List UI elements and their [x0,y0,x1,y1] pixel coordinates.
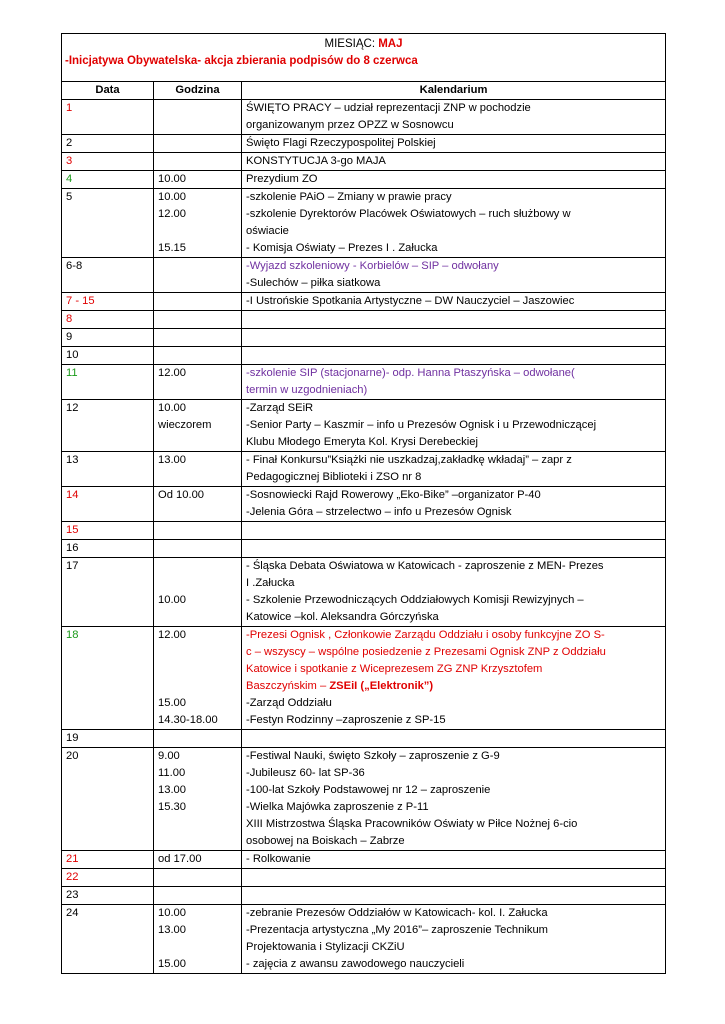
table-row [62,311,666,329]
event-line [246,956,661,973]
event-text: c – wszyscy – wspólne posiedzenie z Prezesami Ognisk ZNP z Oddziału [246,646,606,658]
time-cell [154,851,242,869]
event-text: termin w uzgodnieniach) [246,384,368,396]
event-line [246,171,661,188]
event-text: - Finał Konkursu”Książki nie uszkadzaj,zakładkę wkładaj” – zapr z [246,454,572,466]
time-cell [154,365,242,400]
table-row [62,851,666,869]
event-line [246,487,661,504]
table-row [62,869,666,887]
event-text: - zajęcia z awansu zawodowego nauczycieli [246,958,465,970]
table-row [62,365,666,400]
date-cell: 10 [62,347,154,365]
event-cell [242,558,666,627]
time-value [158,644,237,661]
date-cell: 5 [62,189,154,258]
event-line [246,661,661,678]
time-cell [154,171,242,189]
event-line [246,869,661,886]
event-cell [242,730,666,748]
table-row [62,540,666,558]
time-cell [154,347,242,365]
event-text: -szkolenie Dyrektorów Placówek Oświatowych – ruch służbowy w [246,208,571,220]
time-value [158,329,237,346]
event-line [246,434,661,451]
event-line [246,258,661,275]
event-cell [242,887,666,905]
event-text: XIII Mistrzostwa Śląska Pracowników Oświaty w Piłce Nożnej 6-cio [246,818,578,830]
time-value [158,293,237,310]
event-cell [242,100,666,135]
time-value [158,311,237,328]
calendar-table [61,33,666,974]
event-line [246,609,661,626]
event-line [246,712,661,729]
event-line [246,695,661,712]
time-value: 15.00 [158,697,186,709]
time-value [158,522,237,539]
date-cell: 19 [62,730,154,748]
event-line [246,206,661,223]
time-value: 10.00 [158,402,186,414]
event-line [246,240,661,257]
date-cell: 8 [62,311,154,329]
event-line [246,678,661,695]
event-line [246,365,661,382]
event-line [246,504,661,521]
date-cell: 14 [62,487,154,522]
event-text: Projektowania i Stylizacji CKZiU [246,941,405,953]
time-cell [154,730,242,748]
date-cell: 6-8 [62,258,154,293]
event-line [246,329,661,346]
event-cell [242,627,666,730]
event-line [246,922,661,939]
event-text: Pedagogicznej Biblioteki i ZSO nr 8 [246,471,422,483]
table-row [62,293,666,311]
event-text: -szkolenie PAiO – Zmiany w prawie pracy [246,191,452,203]
event-cell [242,135,666,153]
event-text: oświacie [246,225,289,237]
time-cell [154,869,242,887]
event-line [246,575,661,592]
event-line [246,469,661,486]
event-text: - Komisja Oświaty – Prezes I . Załucka [246,242,438,254]
time-value: od 17.00 [158,853,202,865]
time-value [158,540,237,557]
time-cell [154,887,242,905]
event-text: -Prezesi Ognisk , Członkowie Zarządu Oddziału i osoby funkcyjne ZO S- [246,629,605,641]
column-header-calendar: Kalendarium [242,82,666,100]
month-label: MIESIĄC: [324,38,379,50]
event-text: -szkolenie SIP (stacjonarne)- odp. Hanna Ptaszyńska – odwołane( [246,367,575,379]
event-cell [242,258,666,293]
event-text: -100-lat Szkoły Podstawowej nr 12 – zaproszenie [246,784,491,796]
event-text: -Prezentacja artystyczna „My 2016”– zaproszenie Technikum [246,924,548,936]
time-cell [154,522,242,540]
time-value [158,678,237,695]
time-cell [154,558,242,627]
column-header-time: Godzina [154,82,242,100]
event-text: -zebranie Prezesów Oddziałów w Katowicach- kol. I. Załucka [246,907,548,919]
time-value: Od 10.00 [158,489,205,501]
time-cell [154,189,242,258]
event-line [246,417,661,434]
time-value: 15.30 [158,801,186,813]
time-value [158,100,237,117]
time-cell [154,487,242,522]
table-row [62,905,666,974]
time-value [158,887,237,904]
event-venue-bold: ZSEiI („Elektronik”) [329,680,434,692]
table-row [62,748,666,851]
table-row [62,171,666,189]
event-cell [242,153,666,171]
date-cell: 23 [62,887,154,905]
date-cell: 7 - 15 [62,293,154,311]
event-text: I .Załucka [246,577,295,589]
event-cell [242,452,666,487]
time-value: 13.00 [158,924,186,936]
time-value: 12.00 [158,208,186,220]
event-line [246,833,661,850]
time-cell [154,258,242,293]
time-cell [154,100,242,135]
event-line [246,400,661,417]
time-cell [154,311,242,329]
time-value: 12.00 [158,629,186,641]
time-value: 10.00 [158,907,186,919]
table-row [62,887,666,905]
date-cell: 17 [62,558,154,627]
time-value: 10.00 [158,173,186,185]
time-value [158,153,237,170]
event-cell [242,851,666,869]
event-text: KONSTYTUCJA 3-go MAJA [246,155,386,167]
title-row [62,34,666,82]
event-cell [242,329,666,347]
table-row [62,522,666,540]
event-line [246,592,661,609]
event-text: ŚWIĘTO PRACY – udział reprezentacji ZNP w pochodzie [246,102,531,114]
event-cell [242,365,666,400]
date-cell: 3 [62,153,154,171]
event-line [246,748,661,765]
time-value [158,347,237,364]
date-cell: 4 [62,171,154,189]
event-line [246,223,661,240]
time-value [158,223,237,240]
time-value: 10.00 [158,191,186,203]
event-line [246,452,661,469]
table-row [62,153,666,171]
table-row [62,189,666,258]
time-value: 12.00 [158,367,186,379]
time-value [158,661,237,678]
event-line [246,939,661,956]
event-line [246,293,661,310]
event-text: Prezydium ZO [246,173,318,185]
event-text: Klubu Młodego Emeryta Kol. Krysi Derebeckiej [246,436,478,448]
event-line [246,522,661,539]
time-value: 10.00 [158,594,186,606]
event-line [246,540,661,557]
table-row [62,135,666,153]
event-line [246,765,661,782]
table-row [62,400,666,452]
time-value: 13.00 [158,784,186,796]
time-value [158,258,237,275]
event-line [246,135,661,152]
event-line [246,347,661,364]
event-cell [242,487,666,522]
event-text: - Rolkowanie [246,853,311,865]
table-row [62,487,666,522]
event-text: Katowice –kol. Aleksandra Górczyńska [246,611,439,623]
event-text: -Jubileusz 60- lat SP-36 [246,767,365,779]
event-cell [242,869,666,887]
event-text: -Zarząd SEiR [246,402,314,414]
event-line [246,189,661,206]
time-value [158,575,237,592]
event-cell [242,540,666,558]
date-cell: 2 [62,135,154,153]
time-value: 15.15 [158,242,186,254]
table-row [62,258,666,293]
date-cell: 24 [62,905,154,974]
event-cell [242,293,666,311]
calendar-document [61,33,665,974]
table-row [62,329,666,347]
event-text: Katowice i spotkanie z Wiceprezesem ZG ZNP Krzysztofem [246,663,543,675]
time-cell [154,153,242,171]
event-cell [242,522,666,540]
event-text: - Śląska Debata Oświatowa w Katowicach - zaproszenie z MEN- Prezes [246,560,604,572]
event-line [246,311,661,328]
event-text: -Festiwal Nauki, święto Szkoły – zaproszenie z G-9 [246,750,500,762]
event-line [246,887,661,904]
event-text: -Senior Party – Kaszmir – info u Prezesów Ognisk i u Przewodniczącej [246,419,597,431]
event-cell [242,189,666,258]
event-line [246,382,661,399]
date-cell: 12 [62,400,154,452]
event-line [246,851,661,868]
table-row [62,627,666,730]
event-cell [242,171,666,189]
date-cell: 1 [62,100,154,135]
time-value: 9.00 [158,750,180,762]
time-cell [154,400,242,452]
time-cell [154,452,242,487]
event-line [246,627,661,644]
event-line [246,275,661,292]
date-cell: 9 [62,329,154,347]
date-cell: 22 [62,869,154,887]
event-line [246,153,661,170]
event-cell [242,905,666,974]
event-text: -Sosnowiecki Rajd Rowerowy „Eko-Bike” –organizator P-40 [246,489,541,501]
date-cell: 16 [62,540,154,558]
event-cell [242,400,666,452]
event-text: - Szkolenie Przewodniczących Oddziałowych Komisji Rewizyjnych – [246,594,584,606]
initiative-note: -Inicjatywa Obywatelska- akcja zbierania podpisów do 8 czerwca [65,55,418,67]
event-text: organizowanym przez OPZZ w Sosnowcu [246,119,454,131]
event-cell [242,347,666,365]
time-cell [154,627,242,730]
event-cell [242,311,666,329]
time-value [158,135,237,152]
time-value: 15.00 [158,958,186,970]
table-row [62,452,666,487]
header-row [62,82,666,100]
time-value [158,939,237,956]
time-cell [154,293,242,311]
time-value: 14.30-18.00 [158,714,218,726]
date-cell: 11 [62,365,154,400]
event-line [246,730,661,747]
event-text: osobowej na Boiskach – Zabrze [246,835,405,847]
event-line [246,816,661,833]
date-cell: 20 [62,748,154,851]
event-line [246,782,661,799]
table-row [62,558,666,627]
date-cell: 13 [62,452,154,487]
event-text: -Zarząd Oddziału [246,697,332,709]
event-text: -Wyjazd szkoleniowy - Korbielów – SIP – odwołany [246,260,499,272]
event-line [246,100,661,117]
time-value: 11.00 [158,767,186,779]
date-cell: 18 [62,627,154,730]
time-cell [154,540,242,558]
event-text: -Sulechów – piłka siatkowa [246,277,381,289]
event-text: Święto Flagi Rzeczypospolitej Polskiej [246,137,436,149]
month-value: MAJ [378,38,403,50]
time-cell [154,905,242,974]
event-text: -Wielka Majówka zaproszenie z P-11 [246,801,429,813]
table-row [62,730,666,748]
event-line [246,905,661,922]
event-line [246,117,661,134]
column-header-date: Data [62,82,154,100]
date-cell: 15 [62,522,154,540]
time-value [158,558,237,575]
event-text: -I Ustrońskie Spotkania Artystyczne – DW Nauczyciel – Jaszowiec [246,295,575,307]
time-cell [154,329,242,347]
event-line [246,799,661,816]
time-cell [154,748,242,851]
time-value [158,869,237,886]
event-line [246,558,661,575]
time-value: 13.00 [158,454,186,466]
time-value [158,730,237,747]
event-line [246,644,661,661]
table-row [62,100,666,135]
time-cell [154,135,242,153]
table-row [62,347,666,365]
event-cell [242,748,666,851]
event-text: -Jelenia Góra – strzelectwo – info u Prezesów Ognisk [246,506,512,518]
month-title [62,34,665,53]
event-text: Baszczyńskim – [246,680,330,692]
event-text: -Festyn Rodzinny –zaproszenie z SP-15 [246,714,446,726]
time-value: wieczorem [158,419,212,431]
date-cell: 21 [62,851,154,869]
